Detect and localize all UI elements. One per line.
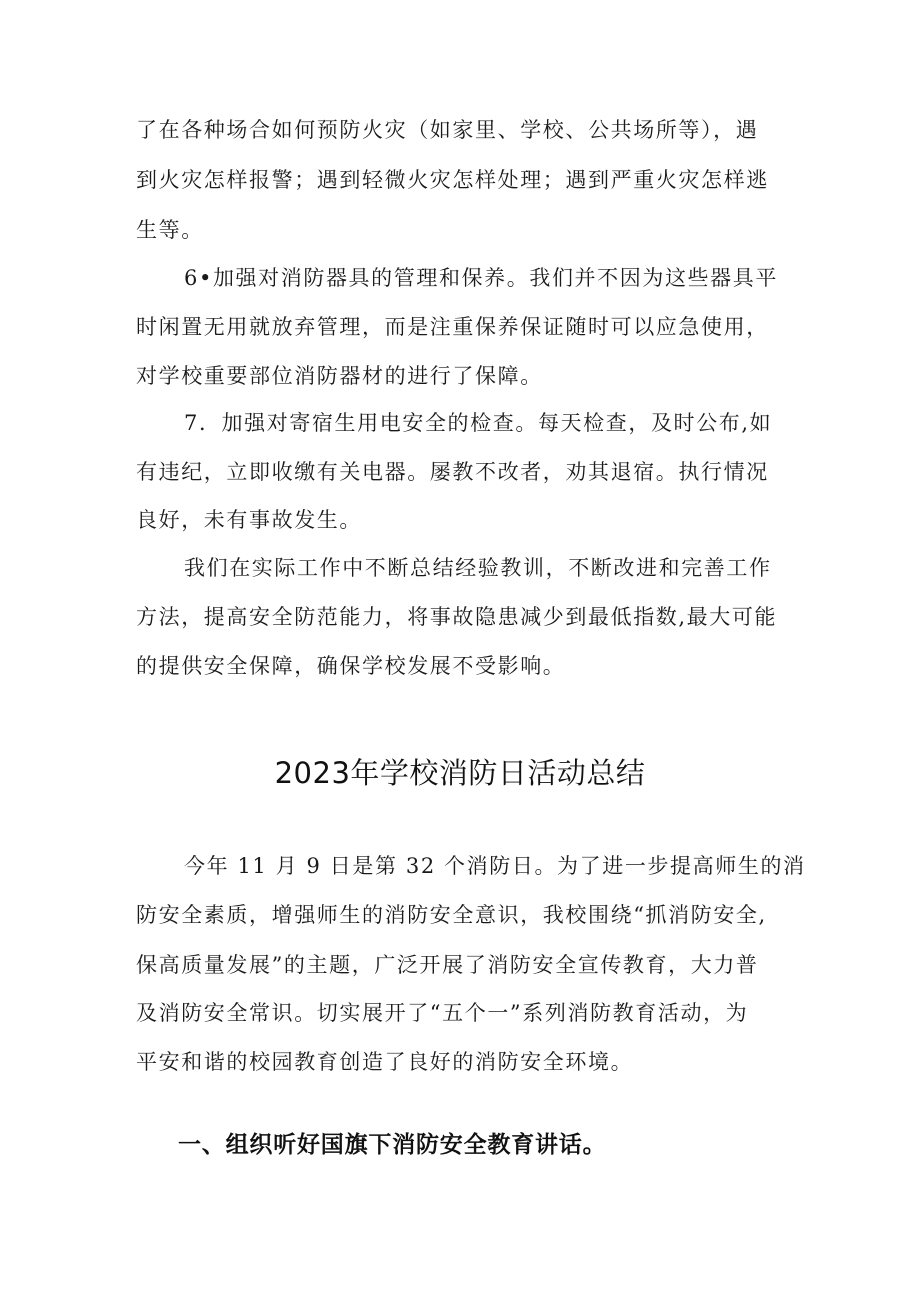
- paragraph-line: 保高质量发展”的主题，广泛开展了消防安全宣传教育，大力普: [136, 953, 759, 977]
- section-heading: 一、组织听好国旗下消防安全教育讲话。: [178, 1132, 607, 1158]
- paragraph-line: 今年 11 月 9 日是第 32 个消防日。为了进一步提高师生的消: [184, 854, 806, 878]
- paragraph-line: 及消防安全常识。切实展开了“五个一”系列消防教育活动，为: [136, 1001, 749, 1025]
- paragraph-line: 到火灾怎样报警；遇到轻微火灾怎样处理；遇到严重火灾怎样逃: [136, 168, 769, 192]
- paragraph-line: 方法，提高安全防范能力，将事故隐患减少到最低指数,最大可能: [136, 605, 778, 629]
- document-title: 2023年学校消防日活动总结: [274, 756, 646, 790]
- paragraph-line: 时闲置无用就放弃管理，而是注重保养保证随时可以应急使用，: [136, 315, 769, 339]
- paragraph-line: 生等。: [136, 218, 204, 242]
- paragraph-line: 我们在实际工作中不断总结经验教训，不断改进和完善工作: [184, 556, 772, 580]
- paragraph-line: 对学校重要部位消防器材的进行了保障。: [136, 364, 543, 388]
- paragraph-line: 防安全素质，增强师生的消防安全意识，我校围绕“抓消防安全,: [136, 903, 767, 927]
- paragraph-line: 良好，未有事故发生。: [136, 508, 362, 532]
- paragraph-line: 7．加强对寄宿生用电安全的检查。每天检查，及时公布,如: [184, 411, 773, 435]
- paragraph-line: 有违纪，立即收缴有关电器。屡教不改者，劝其退宿。执行情况: [136, 460, 769, 484]
- paragraph-line: 了在各种场合如何预防火灾（如家里、学校、公共场所等），遇: [136, 118, 759, 142]
- paragraph-line: 的提供安全保障，确保学校发展不受影响。: [136, 654, 566, 678]
- paragraph-line: 6•加强对消防器具的管理和保养。我们并不因为这些器具平: [184, 266, 778, 290]
- paragraph-line: 平安和谐的校园教育创造了良好的消防安全环境。: [136, 1050, 634, 1074]
